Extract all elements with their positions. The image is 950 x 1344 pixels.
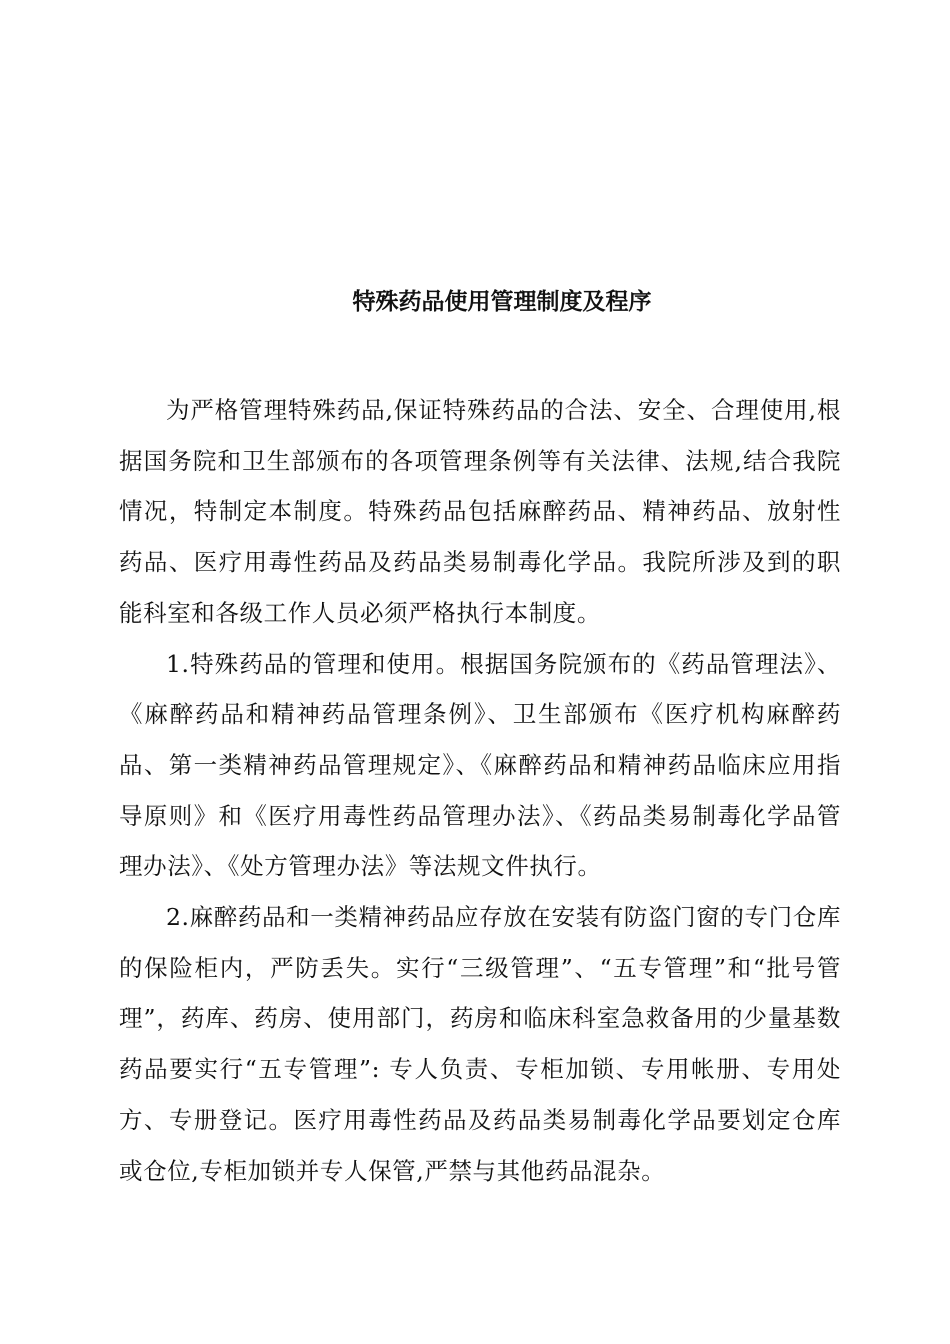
- paragraph-item-2: 2.麻醉药品和一类精神药品应存放在安装有防盗门窗的专门仓库的保险柜内，严防丢失。实行“三级管理”、“五专管理”和“批号管理”，药库、药房、使用部门，药房和临床科室急救备用的少量基数药品要实行“五专管理”: 专人负责、专柜加锁、专用帐册、专用处方、专册登记。医疗用毒性药品及药品类易制毒化学品要划定仓库或仓位,专柜加锁并专人保管,严禁与其他药品混杂。: [119, 903, 841, 1185]
- document-title: 特殊药品使用管理制度及程序: [352, 288, 652, 315]
- paragraph-intro: 为严格管理特殊药品,保证特殊药品的合法、安全、合理使用,根据国务院和卫生部颁布的各项管理条例等有关法律、法规,结合我院情况，特制定本制度。特殊药品包括麻醉药品、精神药品、放射性药品、医疗用毒性药品及药品类易制毒化学品。我院所涉及到的职能科室和各级工作人员必须严格执行本制度。: [119, 396, 841, 627]
- paragraph-item-1: 1.特殊药品的管理和使用。根据国务院颁布的《药品管理法》、《麻醉药品和精神药品管理条例》、卫生部颁布《医疗机构麻醉药品、第一类精神药品管理规定》、《麻醉药品和精神药品临床应用指导原则》和《医疗用毒性药品管理办法》、《药品类易制毒化学品管理办法》、《处方管理办法》等法规文件执行。: [119, 649, 841, 881]
- document-body: [119, 385, 841, 1196]
